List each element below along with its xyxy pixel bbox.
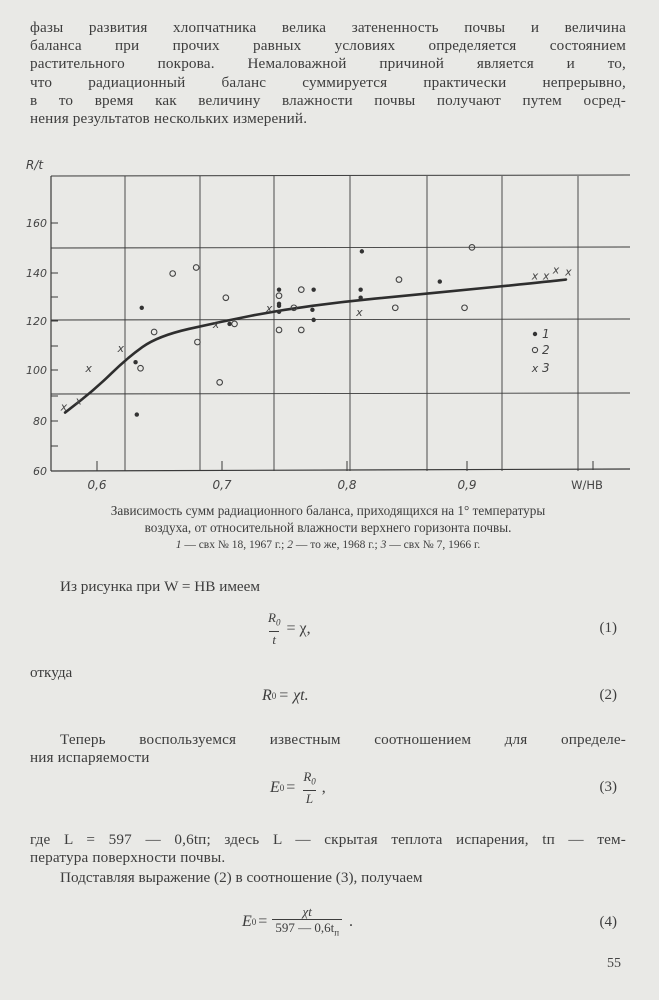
legend-text: — то же, 1968 г.; bbox=[292, 539, 381, 551]
legend-marker-circle bbox=[532, 347, 537, 352]
point-series-3: x bbox=[531, 269, 539, 283]
paragraph-4: Подставляя выражение (2) в соотношение (3), получаем bbox=[60, 869, 423, 886]
point-series-2 bbox=[392, 305, 398, 311]
text-before-eq1: Из рисунка при W = НВ имеем bbox=[60, 578, 261, 595]
point-series-1 bbox=[277, 310, 281, 314]
point-series-1 bbox=[358, 296, 362, 300]
point-series-1 bbox=[358, 287, 362, 291]
point-series-2 bbox=[151, 329, 157, 335]
text-after-eq1: откуда bbox=[30, 664, 73, 681]
point-series-3: x bbox=[552, 263, 560, 277]
fraction: $\frac{R_0}{L}$ bbox=[303, 769, 316, 806]
text-line: растительного покрова. Немаловажной причиной является и то, bbox=[30, 55, 626, 73]
point-series-1 bbox=[311, 318, 315, 322]
fraction: $\frac{\chi t}{597 — 0,6t_п}$ bbox=[272, 904, 342, 941]
grid-line-horizontal bbox=[51, 393, 630, 394]
legend-num: 2 bbox=[287, 539, 293, 551]
point-series-1 bbox=[310, 308, 314, 312]
text-line: нения результатов нескольких измерений. bbox=[30, 110, 308, 128]
equation-number: (4) bbox=[599, 914, 617, 930]
point-series-1 bbox=[227, 322, 231, 326]
point-series-1 bbox=[133, 360, 137, 364]
point-series-2 bbox=[298, 287, 304, 293]
point-series-3: x bbox=[75, 394, 82, 408]
caption-line: воздуха, от относительной влажности верхнего горизонта почвы. bbox=[144, 520, 512, 535]
point-series-2 bbox=[195, 339, 201, 345]
legend-num: 1 bbox=[175, 539, 182, 551]
point-series-3: x bbox=[565, 265, 572, 279]
x-tick-label: 0,9 bbox=[457, 478, 477, 492]
page-number: 55 bbox=[607, 956, 621, 971]
text-line: в то время как величину влажности почвы получают путем осред- bbox=[30, 91, 626, 109]
point-series-2 bbox=[217, 380, 223, 386]
point-series-1 bbox=[438, 279, 442, 283]
text-line: фазы развития хлопчатника велика затененность почвы и величина bbox=[30, 19, 626, 36]
point-series-2 bbox=[170, 271, 176, 277]
text-line: что радиационный баланс суммируется практически непрерывно, bbox=[30, 73, 626, 91]
point-series-1 bbox=[277, 287, 281, 291]
point-series-3: x bbox=[212, 317, 220, 331]
point-series-3: x bbox=[60, 400, 68, 414]
top-paragraph bbox=[30, 19, 626, 128]
text-line: баланса при прочих равных условиях определяется состоянием bbox=[30, 37, 626, 55]
legend-text: — свх № 7, 1966 г. bbox=[386, 539, 481, 551]
fraction: $\frac{R_0}{t}$ bbox=[268, 610, 281, 647]
equation-2: R 0 = χt. (2) bbox=[262, 687, 617, 704]
legend-label: 3 bbox=[542, 361, 550, 375]
eq-rhs: = χ, bbox=[286, 619, 311, 637]
point-series-1 bbox=[140, 306, 144, 310]
point-series-2 bbox=[232, 321, 238, 327]
point-series-1 bbox=[311, 287, 315, 291]
text-line: ния испаряемости bbox=[30, 749, 150, 767]
equation-1 bbox=[0, 608, 659, 652]
paragraph-3 bbox=[30, 831, 626, 867]
x-tick-label: 0,7 bbox=[212, 478, 232, 492]
legend-label: 1 bbox=[542, 327, 550, 341]
scatter-plot bbox=[22, 160, 632, 500]
point-series-2 bbox=[223, 295, 229, 301]
legend-label: 2 bbox=[542, 343, 550, 357]
equation-number: (2) bbox=[599, 687, 617, 703]
point-series-3: x bbox=[542, 269, 550, 283]
point-series-3: x bbox=[85, 362, 92, 376]
legend-text: — свх № 18, 1967 г.; bbox=[181, 539, 288, 551]
point-series-2 bbox=[193, 265, 199, 271]
x-tick-label: 0,6 bbox=[87, 478, 107, 492]
figure-chart bbox=[22, 160, 632, 500]
equation-3: E 0 = $\frac{R_0}{L}$ , (3) bbox=[270, 769, 617, 806]
legend-marker-dot bbox=[533, 332, 537, 336]
text-line: Теперь воспользуемся известным соотношением для определе- bbox=[60, 731, 626, 748]
point-series-1 bbox=[277, 302, 281, 306]
point-series-2 bbox=[396, 277, 402, 283]
y-tick-label: 120 bbox=[26, 315, 47, 328]
point-series-2 bbox=[138, 365, 144, 371]
point-series-3: x bbox=[356, 305, 363, 319]
figure-caption bbox=[30, 502, 626, 536]
y-tick-label: 140 bbox=[26, 267, 47, 280]
point-series-2 bbox=[276, 327, 282, 333]
y-tick-label: 100 bbox=[26, 364, 47, 377]
equation-4: E 0 = $\frac{\chi t}{597 — 0,6t_п}$ . (4) bbox=[0, 902, 659, 946]
caption-line: Зависимость сумм радиационного баланса, приходящихся на 1° температуры bbox=[110, 503, 546, 518]
equation-number: (3) bbox=[599, 779, 617, 795]
legend-num: 3 bbox=[380, 539, 387, 551]
trend-line bbox=[65, 280, 566, 413]
point-series-2 bbox=[298, 327, 304, 333]
x-tick-label: 0,8 bbox=[337, 478, 357, 492]
plot-top-border bbox=[51, 175, 630, 176]
y-tick-label: 60 bbox=[33, 465, 47, 478]
y-tick-label: 80 bbox=[33, 415, 47, 428]
figure-legend-caption bbox=[30, 539, 626, 551]
equation-number: (1) bbox=[599, 620, 617, 636]
x-axis-label: W/НВ bbox=[571, 478, 603, 492]
paragraph-2 bbox=[30, 731, 626, 767]
point-series-1 bbox=[360, 249, 364, 253]
point-series-2 bbox=[276, 293, 282, 299]
y-axis-label: R/t bbox=[26, 160, 44, 172]
grid-line-horizontal bbox=[51, 319, 630, 320]
point-series-1 bbox=[135, 412, 139, 416]
grid-line-horizontal bbox=[51, 247, 630, 248]
point-series-3: x bbox=[265, 301, 273, 315]
point-series-3: x bbox=[117, 342, 124, 356]
text-line: где L = 597 — 0,6tп; здесь L — скрытая теплота испарения, tп — тем- bbox=[30, 831, 626, 848]
point-series-2 bbox=[462, 305, 468, 311]
y-tick-label: 160 bbox=[26, 217, 47, 230]
x-axis bbox=[51, 469, 630, 471]
text-line: пература поверхности почвы. bbox=[30, 849, 226, 867]
legend-marker-cross: x bbox=[531, 362, 539, 375]
